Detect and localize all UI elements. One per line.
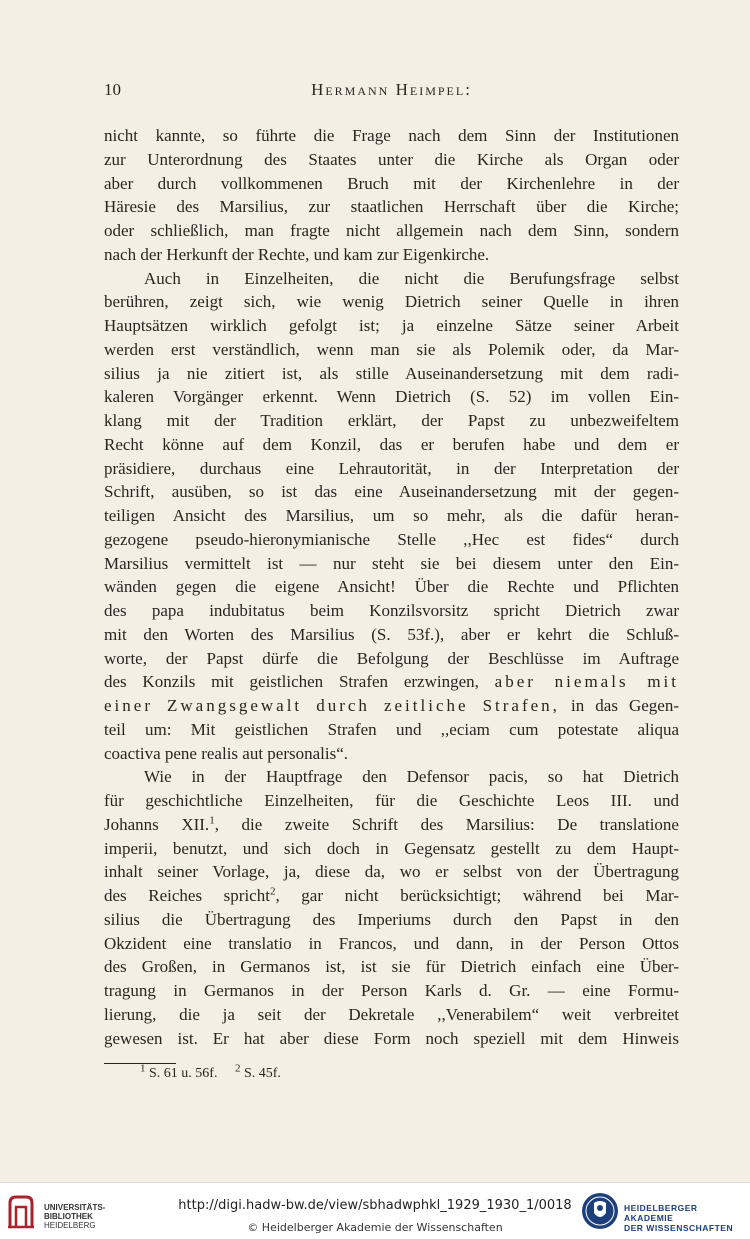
hak-line-1: HEIDELBERGER AKADEMIE: [624, 1203, 698, 1223]
line-text: des Konzils mit geistlichen Strafen erzwingen,: [104, 672, 479, 692]
ub-logo-text: [44, 1203, 105, 1230]
footnote-1-mark: 1: [140, 1062, 146, 1075]
text-line: [104, 860, 679, 884]
text-line: [104, 837, 679, 861]
text-line: [104, 457, 679, 481]
line-text: gezogene pseudo-hieronymianische Stelle ,,Hec est fides“ durch: [104, 529, 679, 549]
page-number: 10: [104, 80, 121, 99]
spaced-text: einer Zwangsgewalt durch zeitliche Strafen,: [104, 696, 560, 715]
text-line: [104, 480, 679, 504]
text-line: [104, 908, 679, 932]
text-line: [104, 385, 679, 409]
line-text: lierung, die ja seit der Dekretale ,,Venerabilem“ weit verbreitet: [104, 1004, 679, 1024]
line-text: teil um: Mit geistlichen Strafen und ,,eciam cum potestate aliqua: [104, 719, 679, 739]
permalink-url[interactable]: http://digi.hadw-bw.de/view/sbhadwphkl_1929_1930_1/0018: [178, 1198, 572, 1213]
text-line: [104, 813, 679, 837]
line-text: zur Unterordnung des Staates unter die Kirche als Organ oder: [104, 149, 679, 169]
footnote-1-text: S. 61 u. 56f.: [149, 1066, 218, 1081]
footnote-2-mark: 2: [234, 1062, 241, 1075]
line-text: Schrift, ausüben, so ist das eine Auseinandersetzung mit der gegen-: [104, 482, 679, 502]
text-line: [104, 528, 679, 552]
line-text: nicht kannte, so führte die Frage nach dem Sinn der Institutionen: [104, 126, 679, 145]
text-line: [104, 647, 679, 671]
text-line: [104, 955, 679, 979]
text-line: [104, 623, 679, 647]
line-text: Hauptsätzen wirklich gefolgt ist; ja einzelne Sätze seiner Arbeit: [104, 316, 679, 335]
text-line: [104, 932, 679, 956]
spaced-text: aber niemals mit: [494, 672, 680, 692]
hak-logo-text: [624, 1203, 745, 1233]
body-text: [104, 124, 679, 1050]
line-text: mit den Worten des Marsilius (S. 53f.), aber er kehrt die Schluß-: [104, 624, 679, 644]
text-line: [104, 789, 679, 813]
text-line: [104, 504, 679, 528]
line-text: inhalt seiner Vorlage, ja, diese da, wo er selbst von der Übertragung: [104, 862, 679, 882]
line-text: werden erst verständlich, wenn man sie als Polemik oder, da Mar-: [104, 339, 679, 359]
footnotes: [140, 1062, 281, 1082]
text-line: [104, 552, 679, 576]
text-line: [104, 575, 679, 599]
text-line: [104, 195, 679, 219]
text-line: [104, 172, 679, 196]
line-text: kaleren Vorgänger erkennt. Wenn Dietrich (S. 52) im vollen Ein-: [104, 387, 679, 407]
text-line: [104, 670, 679, 694]
text-line: [104, 314, 679, 338]
running-head: Hermann Heimpel:: [311, 80, 472, 99]
text-line: [104, 718, 679, 742]
text-line: [104, 433, 679, 457]
ub-line-1: UNIVERSITÄTS-: [44, 1203, 106, 1212]
line-text: nach der Herkunft der Rechte, und kam zur Eigenkirche.: [104, 244, 490, 264]
hak-logo[interactable]: [580, 1189, 745, 1233]
line-text: imperii, benutzt, und sich doch in Gegensatz gestellt zu dem Haupt-: [104, 838, 679, 858]
text-line: [104, 362, 679, 386]
line-text: des papa indubitatus beim Konzilsvorsitz spricht Dietrich zwar: [104, 601, 679, 620]
copyright-notice: © Heidelberger Akademie der Wissenschaften: [247, 1221, 503, 1234]
text-line: [104, 1003, 679, 1027]
line-text: Recht könne auf dem Konzil, das er berufen habe und dem er: [104, 434, 679, 454]
text-line: [104, 338, 679, 362]
text-line: [104, 1027, 679, 1051]
line-text: klang mit der Tradition erklärt, der Papst zu unbezweifeltem: [104, 411, 679, 430]
footnote-ref: 2: [269, 885, 276, 898]
line-text: wänden gegen die eigene Ansicht! Über die Rechte und Pflichten: [104, 577, 679, 597]
line-text: präsidiere, durchaus eine Lehrautorität, in der Interpretation der: [104, 458, 679, 478]
footnote-2-text: S. 45f.: [243, 1066, 281, 1081]
ub-line-3: HEIDELBERG: [44, 1221, 96, 1230]
line-text: teiligen Ansicht des Marsilius, um so mehr, als die dafür heran-: [104, 506, 679, 525]
text-line: [104, 219, 679, 243]
line-text: worte, der Papst dürfe die Befolgung der Beschlüsse im Auftrage: [104, 648, 679, 668]
line-text: des Reiches spricht: [104, 886, 270, 905]
line-text: gewesen ist. Er hat aber diese Form noch speziell mit dem Hinweis: [104, 1028, 679, 1048]
ub-line-2: BIBLIOTHEK: [44, 1212, 93, 1221]
text-line: [104, 267, 679, 291]
text-line: [104, 148, 679, 172]
ub-logo-icon: [6, 1193, 36, 1231]
text-line: [104, 243, 679, 267]
line-text: coactiva pene realis aut personalis“.: [104, 743, 349, 763]
text-line: [104, 409, 679, 433]
line-text: Auch in Einzelheiten, die nicht die Berufungsfrage selbst: [144, 268, 679, 288]
text-line: [104, 599, 679, 623]
line-text: Okzident eine translatio in Francos, und dann, in der Person Ottos: [104, 933, 679, 953]
text-line: [104, 884, 679, 908]
line-text: aber durch vollkommenen Bruch mit der Kirchenlehre in der: [104, 173, 679, 193]
footnote-ref: 1: [209, 814, 215, 827]
text-line: [104, 742, 679, 766]
text-line: [104, 694, 679, 718]
text-line: [104, 765, 679, 789]
ub-heidelberg-logo[interactable]: [6, 1191, 136, 1231]
line-text: oder schließlich, man fragte nicht allgemein nach dem Sinn, sondern: [104, 221, 679, 240]
line-text: silius die Übertragung des Imperiums durch den Papst in den: [104, 909, 679, 929]
line-text: tragung in Germanos in der Person Karls d. Gr. — eine Formu-: [104, 981, 679, 1000]
line-text: Häresie des Marsilius, zur staatlichen Herrschaft über die Kirche;: [104, 197, 679, 217]
line-text: , die zweite Schrift des Marsilius: De translatione: [214, 814, 679, 834]
text-line: [104, 124, 679, 148]
line-text: silius ja nie zitiert ist, als stille Auseinandersetzung mit dem radi-: [104, 363, 679, 383]
line-text: für geschichtliche Einzelheiten, für die Geschichte Leos III. und: [104, 791, 679, 810]
text-line: [104, 290, 679, 314]
line-text: , gar nicht berücksichtigt; während bei Mar-: [275, 886, 679, 905]
line-text: Marsilius vermittelt ist — nur steht sie bei diesem unter den Ein-: [104, 553, 679, 573]
line-text: Johanns XII.: [104, 814, 210, 834]
line-text: des Großen, in Germanos ist, ist sie für Dietrich einfach eine Über-: [104, 957, 679, 977]
line-text: in das Gegen-: [571, 696, 680, 715]
line-text: berühren, zeigt sich, wie wenig Dietrich seiner Quelle in ihren: [104, 292, 679, 312]
viewer-footer: [0, 1182, 750, 1239]
line-text: Wie in der Hauptfrage den Defensor pacis, so hat Dietrich: [144, 767, 679, 787]
page-header: [104, 80, 679, 104]
hak-line-2: DER WISSENSCHAFTEN: [624, 1223, 734, 1233]
hak-seal-icon: [580, 1191, 620, 1231]
text-line: [104, 979, 679, 1003]
